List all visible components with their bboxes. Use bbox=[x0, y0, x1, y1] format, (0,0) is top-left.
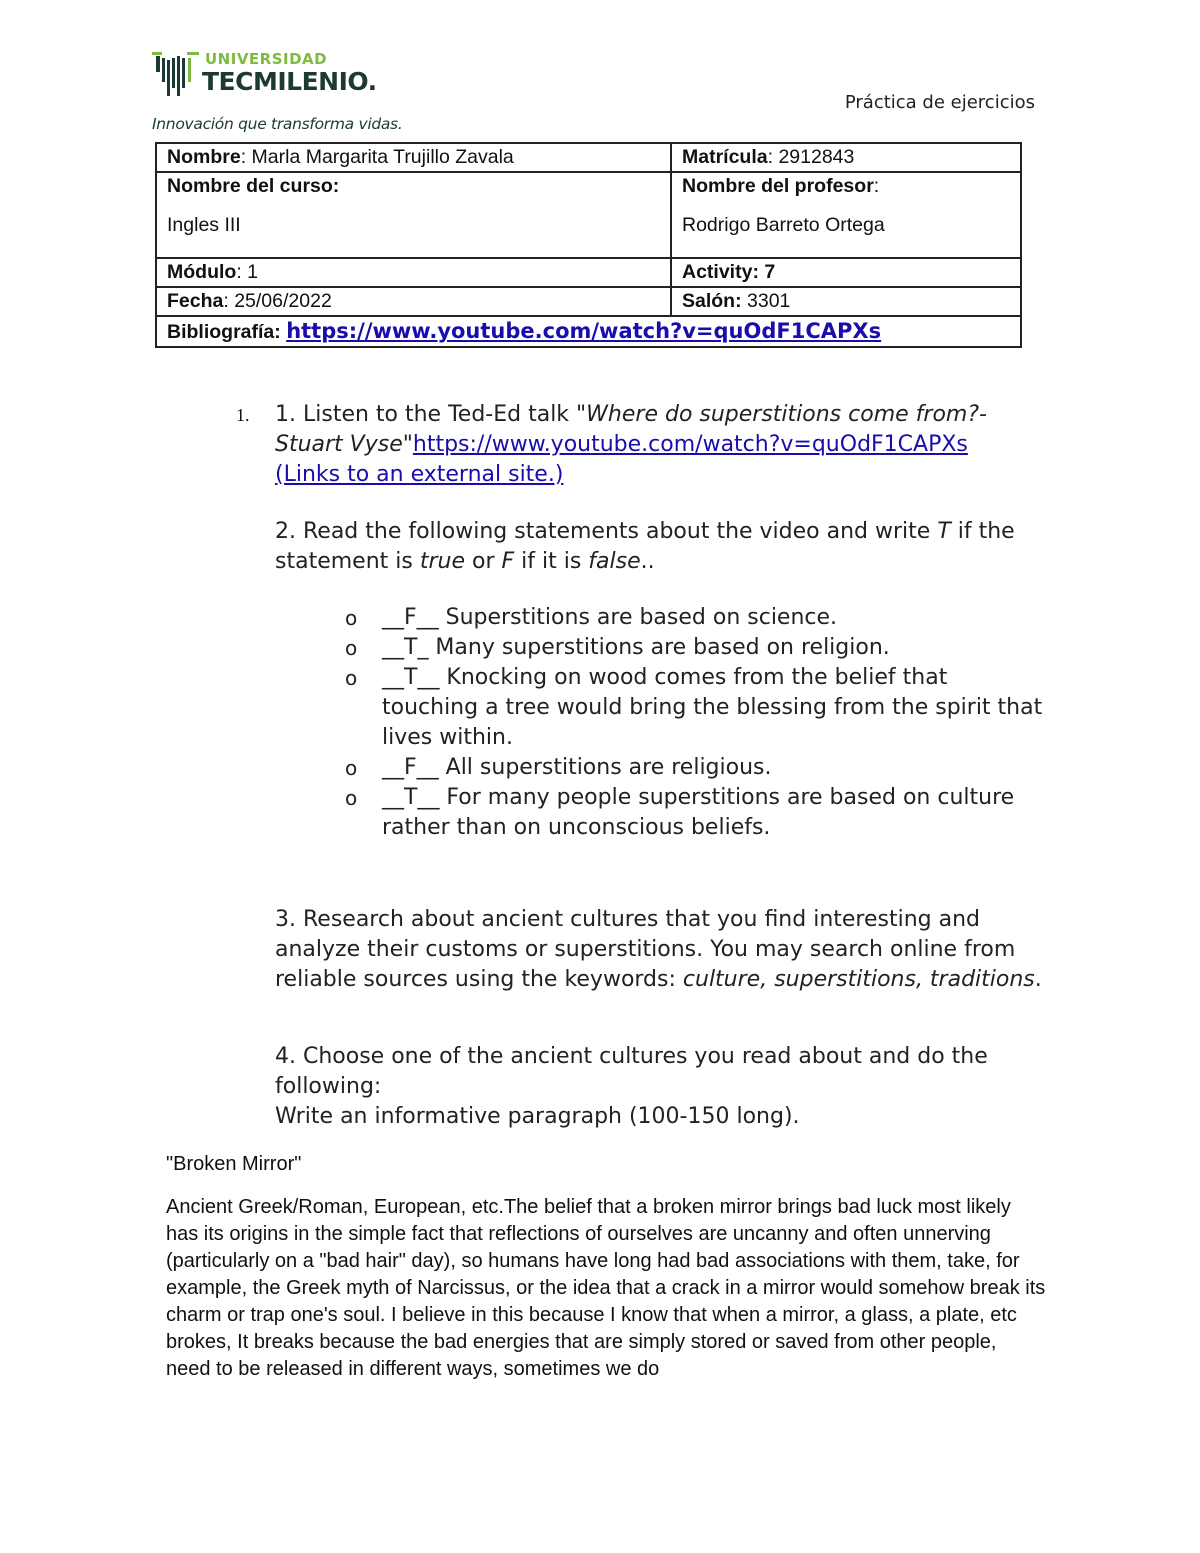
info-row bbox=[156, 172, 1021, 258]
statement-text: __F__ All superstitions are religious. bbox=[382, 755, 772, 780]
bullet-icon: o bbox=[345, 786, 358, 810]
q3-end: . bbox=[1034, 967, 1042, 992]
question-3 bbox=[275, 905, 1045, 995]
salon-value: 3301 bbox=[741, 290, 791, 312]
salon-cell bbox=[671, 287, 1021, 316]
bullet-icon: o bbox=[345, 606, 358, 630]
info-row bbox=[156, 316, 1021, 347]
q2-italic: F bbox=[501, 549, 515, 574]
curso-value: Ingles III bbox=[167, 214, 241, 236]
university-logo bbox=[152, 50, 202, 100]
logo-line2: TECMILENIO. bbox=[202, 67, 377, 96]
question-1 bbox=[275, 400, 1035, 490]
list-item bbox=[345, 633, 1045, 663]
matricula-cell bbox=[671, 143, 1021, 172]
essay-body: Ancient Greek/Roman, European, etc.The belief that a broken mirror brings bad luck most likely has its origins in the simple fact that reflections of ourselves are uncanny and often unnerving (particularly on a "bad hair" day), so humans have long had bad associations with them, take, for example, the Greek myth of Narcissus, or the idea that a crack in a mirror would somehow break its charm or trap one's soul. I believe in this because I know that when a mirror, a glass, a plate, etc brokes, It breaks because the bad energies that are simply stored or saved from other people, need to be released in different ways, sometimes we do bbox=[166, 1196, 1046, 1380]
logo-tagline: Innovación que transforma vidas. bbox=[152, 115, 403, 133]
info-row bbox=[156, 287, 1021, 316]
salon-label: Salón: bbox=[682, 290, 742, 312]
info-row bbox=[156, 258, 1021, 287]
profesor-label: Nombre del profesor bbox=[682, 175, 874, 197]
nombre-label: Nombre bbox=[167, 146, 241, 168]
modulo-label: Módulo bbox=[167, 261, 237, 283]
statement-text: __T_ Many superstitions are based on religion. bbox=[382, 635, 890, 660]
modulo-value: : 1 bbox=[236, 261, 258, 283]
matricula-value: : 2912843 bbox=[767, 146, 855, 168]
logo-line1: UNIVERSIDAD bbox=[205, 50, 328, 68]
statement-text: __T__ For many people superstitions are based on culture rather than on unconscious beliefs. bbox=[382, 785, 1015, 840]
statement-text: __T__ Knocking on wood comes from the belief that touching a tree would bring the blessing from the spirit that lives within. bbox=[382, 665, 1043, 750]
q2-text: if it is bbox=[514, 549, 589, 574]
q2-italic: true bbox=[419, 549, 465, 574]
profesor-value: Rodrigo Barreto Ortega bbox=[682, 214, 885, 236]
profesor-colon: : bbox=[873, 175, 880, 197]
essay-title: "Broken Mirror" bbox=[166, 1153, 302, 1175]
q2-italic: T bbox=[937, 519, 951, 544]
bullet-icon: o bbox=[345, 636, 358, 660]
list-item bbox=[345, 753, 1045, 783]
bullet-icon: o bbox=[345, 756, 358, 780]
q2-italic: false bbox=[588, 549, 641, 574]
q3-text: 3. Research about ancient cultures that you find interesting and analyze their customs or superstitions. You may search online from reliable sources using the keywords: bbox=[275, 907, 1016, 992]
q2-text: 2. Read the following statements about the video and write bbox=[275, 519, 938, 544]
student-info-table bbox=[155, 142, 1022, 348]
fecha-value: : 25/06/2022 bbox=[223, 290, 332, 312]
logo-mark-icon bbox=[152, 50, 202, 100]
question-4 bbox=[275, 1042, 1045, 1132]
fecha-label: Fecha bbox=[167, 290, 224, 312]
statement-list bbox=[345, 603, 1045, 843]
q1-prefix: 1. Listen to the Ted-Ed talk " bbox=[275, 402, 587, 427]
q4-line1: 4. Choose one of the ancient cultures you read about and do the following: bbox=[275, 1044, 988, 1099]
statement-text: __F__ Superstitions are based on science. bbox=[382, 605, 838, 630]
q2-text: or bbox=[464, 549, 502, 574]
activity-cell bbox=[671, 258, 1021, 287]
bibliografia-label: Bibliografía: bbox=[167, 321, 281, 343]
list-item bbox=[345, 783, 1045, 843]
q4-line2: Write an informative paragraph (100-150 long). bbox=[275, 1104, 800, 1129]
q1-quote: " bbox=[402, 432, 413, 457]
modulo-cell bbox=[156, 258, 671, 287]
info-row bbox=[156, 143, 1021, 172]
q2-text: .. bbox=[640, 549, 655, 574]
q2-text: if the statement is bbox=[275, 519, 1015, 574]
page-title: Práctica de ejercicios bbox=[844, 92, 1035, 113]
fecha-cell bbox=[156, 287, 671, 316]
bibliografia-link[interactable]: https://www.youtube.com/watch?v=quOdF1CAPXs bbox=[286, 319, 882, 343]
question-2 bbox=[275, 517, 1035, 577]
list-item bbox=[345, 603, 1045, 633]
curso-cell bbox=[156, 172, 671, 258]
profesor-cell bbox=[671, 172, 1021, 258]
bibliografia-cell bbox=[156, 316, 1021, 347]
curso-label: Nombre del curso: bbox=[167, 175, 340, 197]
list-item bbox=[345, 663, 1045, 753]
bullet-icon: o bbox=[345, 666, 358, 690]
matricula-label: Matrícula bbox=[682, 146, 768, 168]
nombre-cell bbox=[156, 143, 671, 172]
list-number: 1. bbox=[236, 405, 250, 425]
activity-label: Activity: 7 bbox=[682, 261, 776, 283]
q1-talk-title: Where do superstitions come from?- Stuart Vyse bbox=[275, 402, 987, 457]
nombre-value: : Marla Margarita Trujillo Zavala bbox=[240, 146, 514, 168]
q3-keywords: culture, superstitions, traditions bbox=[682, 967, 1035, 992]
q1-video-link[interactable]: https://www.youtube.com/watch?v=quOdF1CAPXs (Links to an external site.) bbox=[275, 432, 968, 487]
